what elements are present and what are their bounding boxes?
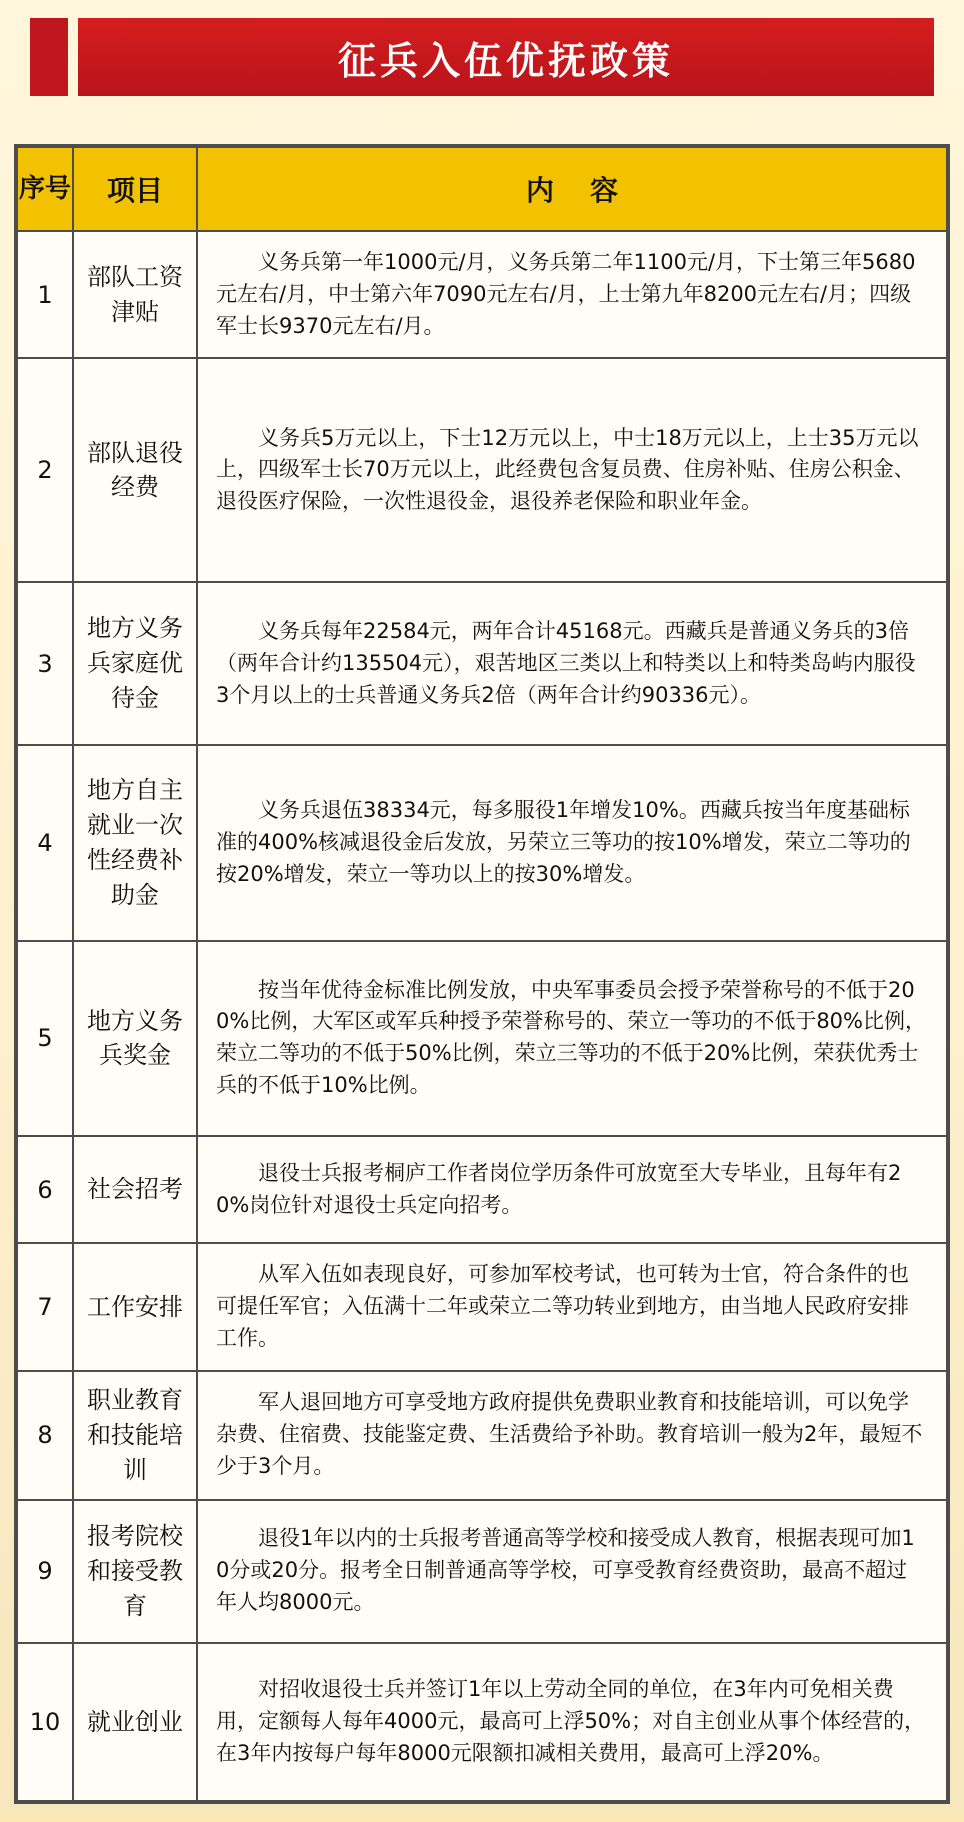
row-content [197, 1500, 947, 1643]
title-bar [30, 18, 934, 96]
row-content-text: 按当年优待金标准比例发放，中央军事委员会授予荣誉称号的不低于200%比例，大军区或军兵种授予荣誉称号的、荣立一等功的不低于80%比例，荣立二等功的不低于50%比例，荣立三等功的不低于20%比例，荣获优秀士兵的不低于10%比例。 [216, 977, 926, 1098]
row-number: 7 [17, 1243, 73, 1370]
row-content [197, 1243, 947, 1370]
page-title: 征兵入伍优抚政策 [337, 38, 674, 83]
header-item: 项目 [73, 147, 197, 231]
table-row [17, 1500, 947, 1643]
table-row [17, 1136, 947, 1244]
bottom-decoration [0, 1804, 964, 1822]
table-row [17, 358, 947, 582]
row-content [197, 745, 947, 941]
row-number: 1 [17, 231, 73, 358]
table-row [17, 231, 947, 358]
table-body [17, 231, 947, 1801]
header-content: 内容 [197, 147, 947, 231]
row-item: 部队工资津贴 [73, 231, 197, 358]
table-row [17, 1243, 947, 1370]
row-content [197, 582, 947, 744]
row-number: 5 [17, 941, 73, 1136]
row-content [197, 1643, 947, 1801]
row-content-text: 义务兵第一年1000元/月，义务兵第二年1100元/月，下士第三年5680元左右/月，中士第六年7090元左右/月，上士第九年8200元左右/月；四级军士长9370元左右/月。 [216, 249, 916, 338]
header-number: 序号 [17, 147, 73, 231]
row-number: 10 [17, 1643, 73, 1801]
row-item: 地方自主就业一次性经费补助金 [73, 745, 197, 941]
title-left-accent [30, 18, 68, 96]
row-number: 8 [17, 1371, 73, 1500]
row-item: 职业教育和技能培训 [73, 1371, 197, 1500]
row-content [197, 1136, 947, 1244]
table-row [17, 745, 947, 941]
row-content-text: 义务兵5万元以上，下士12万元以上，中士18万元以上，上士35万元以上，四级军士长70万元以上，此经费包含复员费、住房补贴、住房公积金、退役医疗保险，一次性退役金，退役养老保险和职业年金。 [216, 425, 919, 514]
row-content-text: 对招收退役士兵并签订1年以上劳动全同的单位，在3年内可免相关费用，定额每人每年4000元，最高可上浮50%；对自主创业从事个体经营的，在3年内按每户每年8000元限额扣减相关费用，最高可上浮20%。 [216, 1677, 926, 1765]
row-content-text: 义务兵退伍38334元，每多服役1年增发10%。西藏兵按当年度基础标准的400%核减退役金后发放，另荣立三等功的按10%增发，荣立二等功的按20%增发，荣立一等功以上的按30%增发。 [216, 798, 911, 886]
row-number: 9 [17, 1500, 73, 1643]
table-row [17, 1643, 947, 1801]
row-item: 部队退役经费 [73, 358, 197, 582]
row-item: 工作安排 [73, 1243, 197, 1370]
policy-table-container [14, 144, 950, 1804]
row-item: 地方义务兵奖金 [73, 941, 197, 1136]
row-content [197, 941, 947, 1136]
row-content [197, 231, 947, 358]
table-row [17, 582, 947, 744]
row-content-text: 军人退回地方可享受地方政府提供免费职业教育和技能培训，可以免学杂费、住宿费、技能鉴定费、生活费给予补助。教育培训一般为2年，最短不少于3个月。 [216, 1390, 923, 1479]
title-banner [78, 18, 934, 96]
row-content-text: 义务兵每年22584元，两年合计45168元。西藏兵是普通义务兵的3倍（两年合计约135504元），艰苦地区三类以上和特类以上和特类岛屿内服役3个月以上的士兵普通义务兵2倍（两年合计约90336元）。 [216, 618, 916, 707]
table-row [17, 1371, 947, 1500]
row-content-text: 从军入伍如表现良好，可参加军校考试，也可转为士官，符合条件的也可提任军官；入伍满十二年或荣立二等功转业到地方，由当地人民政府安排工作。 [216, 1262, 909, 1351]
row-item: 就业创业 [73, 1643, 197, 1801]
row-content [197, 1371, 947, 1500]
row-content-text: 退役1年以内的士兵报考普通高等学校和接受成人教育，根据表现可加10分或20分。报考全日制普通高等学校，可享受教育经费资助，最高不超过年人均8000元。 [216, 1526, 915, 1615]
row-number: 6 [17, 1136, 73, 1244]
row-content [197, 358, 947, 582]
row-number: 2 [17, 358, 73, 582]
row-item: 报考院校和接受教育 [73, 1500, 197, 1643]
policy-table [16, 146, 948, 1802]
row-item: 地方义务兵家庭优待金 [73, 582, 197, 744]
header-row [17, 147, 947, 231]
row-number: 3 [17, 582, 73, 744]
table-header [17, 147, 947, 231]
row-content-text: 退役士兵报考桐庐工作者岗位学历条件可放宽至大专毕业，且每年有20%岗位针对退役士兵定向招考。 [216, 1160, 902, 1217]
table-row [17, 941, 947, 1136]
row-item: 社会招考 [73, 1136, 197, 1244]
row-number: 4 [17, 745, 73, 941]
